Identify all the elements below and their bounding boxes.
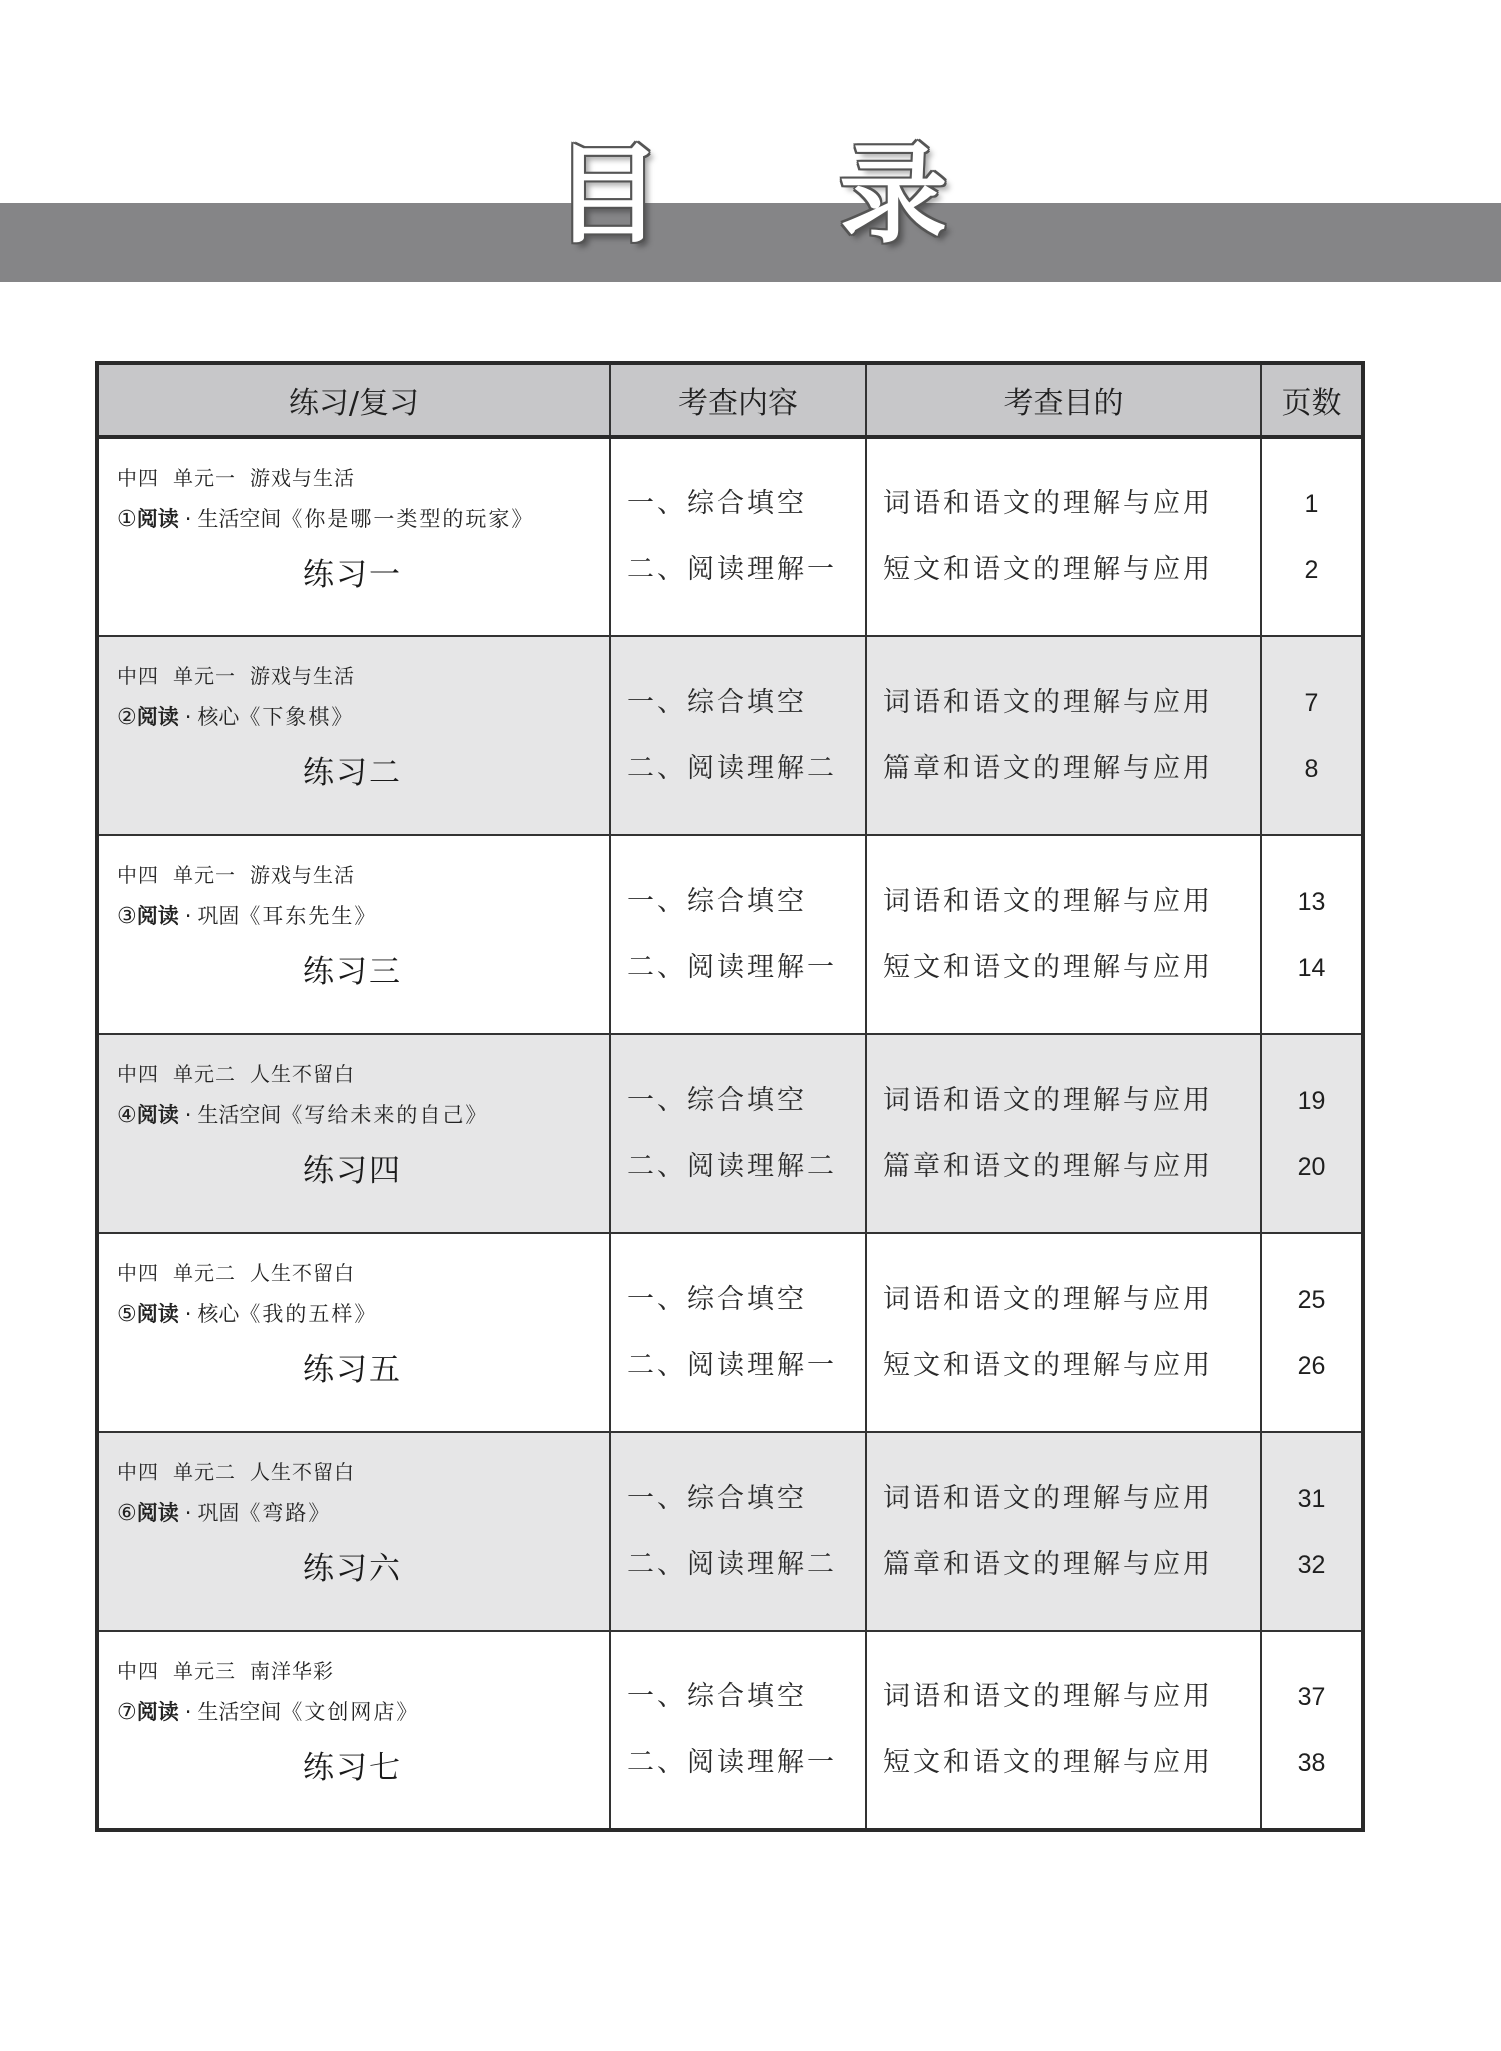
exercise-name: 练习六 <box>303 1551 402 1587</box>
purpose-cell <box>866 1034 1261 1233</box>
content-cell <box>610 1034 866 1233</box>
lesson-number: ⑥ <box>117 1501 137 1526</box>
purpose-cell <box>866 636 1261 835</box>
pages-cell <box>1261 835 1363 1034</box>
separator-dot: · <box>184 705 192 729</box>
theme-label: 游戏与生活 <box>250 664 355 688</box>
unit-line <box>117 663 609 693</box>
table-row <box>97 835 1363 1034</box>
reading-line <box>117 505 609 537</box>
lesson-cell <box>97 1631 610 1830</box>
page-number: 20 <box>1297 1152 1326 1181</box>
content-item: 一、综合填空 <box>627 885 807 917</box>
content-item: 二、阅读理解二 <box>627 752 837 784</box>
reading-source: 《弯路》 <box>239 1501 332 1525</box>
reading-label: 阅读 <box>136 705 179 729</box>
content-item: 一、综合填空 <box>627 488 807 519</box>
purpose-item: 篇章和语文的理解与应用 <box>883 752 1213 784</box>
page-number: 2 <box>1304 556 1319 584</box>
toc-table <box>95 361 1365 1832</box>
content-cell <box>610 835 866 1034</box>
page-number: 37 <box>1297 1683 1326 1711</box>
theme-label: 南洋华彩 <box>250 1659 334 1683</box>
page-number: 8 <box>1304 754 1319 783</box>
unit-line <box>117 862 609 892</box>
unit-label: 单元二 <box>173 1261 236 1285</box>
table-row <box>97 1631 1363 1830</box>
unit-line <box>117 1061 609 1091</box>
pages-cell <box>1261 1233 1363 1432</box>
lesson-number: ⑤ <box>117 1302 137 1327</box>
lesson-number: ② <box>117 705 137 730</box>
lesson-number: ④ <box>117 1103 137 1128</box>
separator-dot: · <box>184 904 192 928</box>
reading-label: 阅读 <box>136 1700 179 1724</box>
purpose-item: 短文和语文的理解与应用 <box>883 1747 1213 1778</box>
pages-cell <box>1261 1034 1363 1233</box>
reading-label: 阅读 <box>136 1103 179 1127</box>
page-number: 38 <box>1297 1749 1326 1777</box>
purpose-item: 短文和语文的理解与应用 <box>883 554 1213 585</box>
lesson-cell <box>97 1034 610 1233</box>
purpose-item: 词语和语文的理解与应用 <box>883 1283 1213 1315</box>
page-number: 1 <box>1304 490 1319 518</box>
header-purpose: 考查目的 <box>866 363 1261 437</box>
exercise-name: 练习二 <box>303 755 402 791</box>
lesson-number: ③ <box>117 904 137 929</box>
table-row <box>97 1432 1363 1631</box>
lesson-number: ⑦ <box>117 1700 137 1725</box>
lesson-cell <box>97 437 610 636</box>
reading-label: 阅读 <box>136 507 179 531</box>
purpose-item: 短文和语文的理解与应用 <box>883 951 1213 983</box>
unit-label: 单元一 <box>173 863 236 887</box>
purpose-item: 篇章和语文的理解与应用 <box>883 1150 1213 1182</box>
content-item: 一、综合填空 <box>627 1681 807 1712</box>
level-label: 中四 <box>117 1460 159 1484</box>
page-number: 7 <box>1304 688 1319 717</box>
table-row <box>97 636 1363 835</box>
content-item: 二、阅读理解一 <box>627 951 837 983</box>
reading-type: 巩固 <box>197 904 240 928</box>
reading-line <box>117 1698 609 1730</box>
separator-dot: · <box>184 1103 192 1127</box>
theme-label: 人生不留白 <box>250 1460 355 1484</box>
purpose-item: 词语和语文的理解与应用 <box>883 885 1213 917</box>
level-label: 中四 <box>117 466 159 490</box>
purpose-item: 词语和语文的理解与应用 <box>883 686 1213 718</box>
page-title: 目 录 <box>553 133 1018 258</box>
reading-source: 《我的五样》 <box>239 1302 378 1326</box>
reading-type: 生活空间 <box>197 1103 282 1127</box>
unit-label: 单元一 <box>173 466 236 490</box>
reading-type: 生活空间 <box>197 507 282 531</box>
purpose-item: 词语和语文的理解与应用 <box>883 488 1213 519</box>
content-cell <box>610 1432 866 1631</box>
content-item: 一、综合填空 <box>627 1482 807 1514</box>
content-item: 二、阅读理解二 <box>627 1150 837 1182</box>
exercise-name: 练习一 <box>303 557 402 593</box>
purpose-item: 词语和语文的理解与应用 <box>883 1084 1213 1116</box>
table-row <box>97 437 1363 636</box>
reading-line <box>117 1300 609 1332</box>
separator-dot: · <box>184 1700 192 1724</box>
level-label: 中四 <box>117 1659 159 1683</box>
purpose-cell <box>866 835 1261 1034</box>
page-number: 32 <box>1297 1550 1326 1579</box>
purpose-cell <box>866 1432 1261 1631</box>
table-row <box>97 1233 1363 1432</box>
purpose-item: 短文和语文的理解与应用 <box>883 1349 1213 1381</box>
reading-line <box>117 902 609 934</box>
exercise-name: 练习四 <box>303 1153 402 1189</box>
reading-type: 核心 <box>197 1302 240 1326</box>
exercise-name: 练习五 <box>303 1352 402 1388</box>
content-item: 一、综合填空 <box>627 1283 807 1315</box>
purpose-item: 词语和语文的理解与应用 <box>883 1681 1213 1712</box>
exercise-name: 练习三 <box>303 954 402 990</box>
reading-line <box>117 703 609 735</box>
purpose-cell <box>866 1631 1261 1830</box>
content-item: 一、综合填空 <box>627 1084 807 1116</box>
content-item: 二、阅读理解一 <box>627 1349 837 1381</box>
lesson-cell <box>97 636 610 835</box>
page-number: 19 <box>1297 1086 1326 1115</box>
content-cell <box>610 1233 866 1432</box>
level-label: 中四 <box>117 1261 159 1285</box>
purpose-cell <box>866 1233 1261 1432</box>
header-exercise: 练习/复习 <box>97 363 610 437</box>
unit-line <box>117 1459 609 1489</box>
reading-type: 核心 <box>197 705 240 729</box>
content-cell <box>610 1631 866 1830</box>
lesson-number: ① <box>117 507 137 532</box>
purpose-item: 词语和语文的理解与应用 <box>883 1482 1213 1514</box>
separator-dot: · <box>184 1302 192 1326</box>
reading-source: 《你是哪一类型的玩家》 <box>281 507 535 531</box>
unit-label: 单元三 <box>173 1659 236 1683</box>
reading-line <box>117 1499 609 1531</box>
reading-source: 《下象棋》 <box>239 705 355 729</box>
reading-label: 阅读 <box>136 1501 179 1525</box>
purpose-item: 篇章和语文的理解与应用 <box>883 1548 1213 1580</box>
lesson-cell <box>97 835 610 1034</box>
header-content: 考查内容 <box>610 363 866 437</box>
lesson-cell <box>97 1432 610 1631</box>
level-label: 中四 <box>117 664 159 688</box>
content-cell <box>610 636 866 835</box>
theme-label: 人生不留白 <box>250 1261 355 1285</box>
lesson-cell <box>97 1233 610 1432</box>
page-number: 14 <box>1297 953 1326 982</box>
unit-line <box>117 465 609 495</box>
unit-line <box>117 1658 609 1688</box>
pages-cell <box>1261 1631 1363 1830</box>
pages-cell <box>1261 636 1363 835</box>
theme-label: 游戏与生活 <box>250 863 355 887</box>
unit-label: 单元二 <box>173 1062 236 1086</box>
reading-source: 《写给未来的自己》 <box>281 1103 489 1127</box>
content-cell <box>610 437 866 636</box>
header-pages: 页数 <box>1261 363 1363 437</box>
reading-label: 阅读 <box>136 904 179 928</box>
content-item: 二、阅读理解二 <box>627 1548 837 1580</box>
exercise-name: 练习七 <box>303 1750 402 1786</box>
reading-label: 阅读 <box>136 1302 179 1326</box>
page-number: 26 <box>1297 1351 1326 1380</box>
purpose-cell <box>866 437 1261 636</box>
separator-dot: · <box>184 1501 192 1525</box>
level-label: 中四 <box>117 863 159 887</box>
header-row <box>97 363 1363 437</box>
level-label: 中四 <box>117 1062 159 1086</box>
content-item: 一、综合填空 <box>627 686 807 718</box>
reading-type: 生活空间 <box>197 1700 282 1724</box>
page-number: 25 <box>1297 1285 1326 1314</box>
content-item: 二、阅读理解一 <box>627 1747 837 1778</box>
pages-cell <box>1261 437 1363 636</box>
page-number: 13 <box>1297 887 1326 916</box>
separator-dot: · <box>184 507 192 531</box>
page-number: 31 <box>1297 1484 1326 1513</box>
unit-line <box>117 1260 609 1290</box>
pages-cell <box>1261 1432 1363 1631</box>
reading-source: 《耳东先生》 <box>239 904 378 928</box>
reading-source: 《文创网店》 <box>281 1700 420 1724</box>
reading-line <box>117 1101 609 1133</box>
unit-label: 单元一 <box>173 664 236 688</box>
theme-label: 人生不留白 <box>250 1062 355 1086</box>
unit-label: 单元二 <box>173 1460 236 1484</box>
content-item: 二、阅读理解一 <box>627 554 837 585</box>
theme-label: 游戏与生活 <box>250 466 355 490</box>
table-row <box>97 1034 1363 1233</box>
reading-type: 巩固 <box>197 1501 240 1525</box>
